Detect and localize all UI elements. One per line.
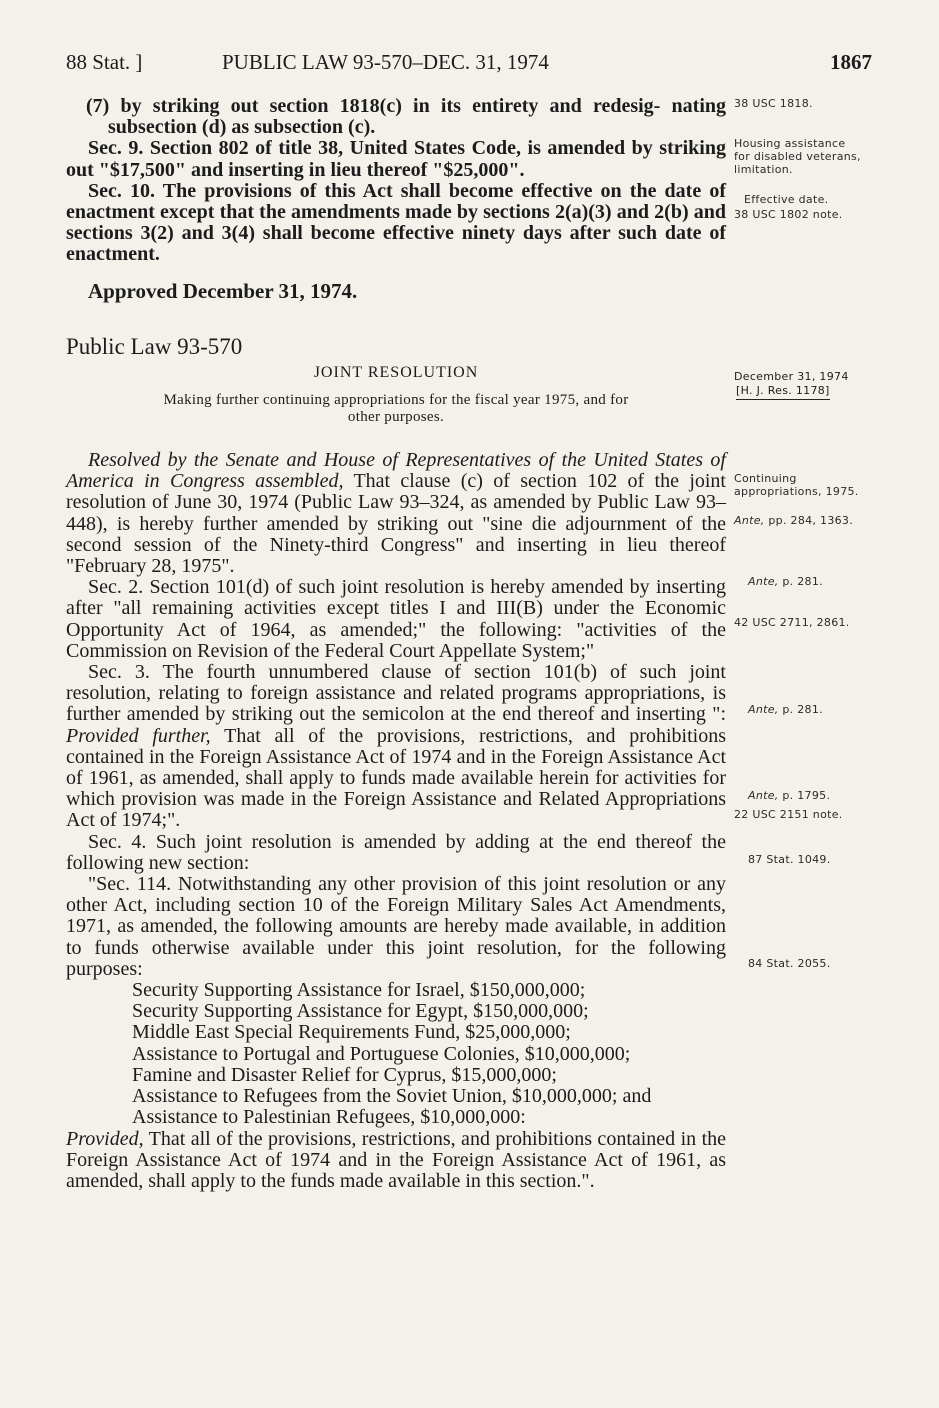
margin-note: Housing assistance for disabled veterans, limitation. (734, 137, 861, 176)
enactment-date-note (734, 370, 874, 400)
list-item: Assistance to Refugees from the Soviet Union, $10,000,000; and (132, 1085, 652, 1108)
list-item: Security Supporting Assistance for Israel, $150,000,000; (132, 979, 586, 1002)
margin-note: Effective date. (744, 193, 829, 206)
enactment-date: December 31, 1974 (734, 370, 849, 383)
list-item: Famine and Disaster Relief for Cyprus, $15,000,000; (132, 1063, 557, 1086)
public-law-heading: Public Law 93-570 (66, 334, 243, 359)
law-header: PUBLIC LAW 93-570–DEC. 31, 1974 (222, 50, 549, 74)
section-10: Sec. 10. The provisions of this Act shall become effective on the date of enactment except that the amendments made by sections 2(a)(3) and 2(b) and sections 3(2) and 3(4) shall become effective ninety days after such date of enactment. (66, 179, 726, 266)
section-label: Sec. 2. (88, 576, 144, 599)
margin-note: 22 USC 2151 note. (734, 808, 843, 821)
section-label: Sec. 10. (88, 179, 155, 202)
list-item: Security Supporting Assistance for Egypt, $150,000,000; (132, 1000, 589, 1023)
margin-note: Ante, p. 1795. (748, 789, 831, 802)
purposes-list (66, 980, 726, 1128)
section-label: Sec. 4. (88, 830, 147, 853)
margin-note: Ante, pp. 284, 1363. (734, 514, 854, 527)
list-item: Middle East Special Requirements Fund, $25,000,000; (132, 1021, 571, 1044)
margin-note: 84 Stat. 2055. (748, 957, 831, 970)
stat-volume: 88 Stat. ] (66, 50, 143, 74)
margin-note: Ante, p. 281. (748, 703, 823, 716)
resolving-clause: Resolved by the Senate and House of Representatives of the United States of America in Congress assembled, That clause (c) of section 102 of the joint resolution of June 30, 1974 (Public Law 93–324, as amended by Public Law 93–448), is hereby further amended by striking out "sine die adjournment of the second session of the Ninety-third Congress" and inserting in lieu thereof "February 28, 1975". (66, 449, 726, 578)
section-label: "Sec. 114. (88, 873, 172, 896)
section-114: "Sec. 114. Notwithstanding any other provision of this joint resolution or any other Act, including section 10 of the Foreign Military Sales Act Amendments, 1971, as amended, the following amounts are hereby made available, in addition to funds otherwise available under this joint resolution, for the following purposes: (66, 873, 726, 980)
page-number: 1867 (830, 50, 872, 74)
approval-date: Approved December 31, 1974. (88, 278, 358, 303)
section-3: Sec. 3. The fourth unnumbered clause of section 101(b) of such joint resolution, relating to foreign assistance and related programs appropriations, is further amended by striking out the semicolon at the end thereof and inserting ": Provided further, That all of the provisions, restrictions, and prohibitions contained in the Foreign Assistance Act of 1974 and in the Foreign Assistance Act of 1961, as amended, shall apply to funds made available herein for activities for which provision was made in the Foreign Assistance and Related Appropriations Act of 1974;". (66, 661, 726, 832)
margin-note: Continuing appropriations, 1975. (734, 472, 859, 498)
margin-note: 38 USC 1818. (734, 97, 813, 110)
resolution-title: Making further continuing appropriations for the fiscal year 1975, and for other purposes. (163, 392, 629, 425)
margin-note: 42 USC 2711, 2861. (734, 616, 850, 629)
list-item: Assistance to Palestinian Refugees, $10,000,000: (132, 1106, 526, 1129)
margin-note: 38 USC 1802 note. (734, 208, 843, 221)
section-4: Sec. 4. Such joint resolution is amended by adding at the end thereof the following new section: (66, 830, 726, 874)
section-label: Sec. 9. (88, 137, 144, 160)
bill-reference: [H. J. Res. 1178] (736, 384, 830, 400)
joint-resolution-heading: JOINT RESOLUTION (313, 364, 479, 381)
item-7: (7) by striking out section 1818(c) in its entirety and redesig- nating subsection (d) as subsection (c). (86, 95, 727, 139)
margin-note: 87 Stat. 1049. (748, 853, 831, 866)
proviso: Provided, That all of the provisions, restrictions, and prohibitions contained in the Foreign Assistance Act of 1974 and in the Foreign Assistance Act of 1961, as amended, shall apply to the funds made available in this section.". (66, 1127, 726, 1192)
margin-note: Ante, p. 281. (748, 575, 823, 588)
section-2: Sec. 2. Section 101(d) of such joint resolution is hereby amended by inserting after "all remaining activities except titles I and III(B) under the Economic Opportunity Act of 1964, as amended;" the following: "activities of the Commission on Revision of the Federal Court Appellate System;" (66, 576, 726, 662)
section-9: Sec. 9. Section 802 of title 38, United States Code, is amended by striking out "$17,500" and inserting in lieu thereof "$25,000". (66, 137, 726, 181)
enacting-formula: Resolved by the Senate and House of Representatives of the United States of America in Congress assembled, (66, 449, 726, 493)
resolution-body (66, 450, 726, 1192)
section-label: Sec. 3. (88, 661, 150, 684)
list-item: Assistance to Portugal and Portuguese Colonies, $10,000,000; (132, 1042, 631, 1065)
running-head (66, 50, 872, 82)
prior-law-text (66, 96, 726, 302)
